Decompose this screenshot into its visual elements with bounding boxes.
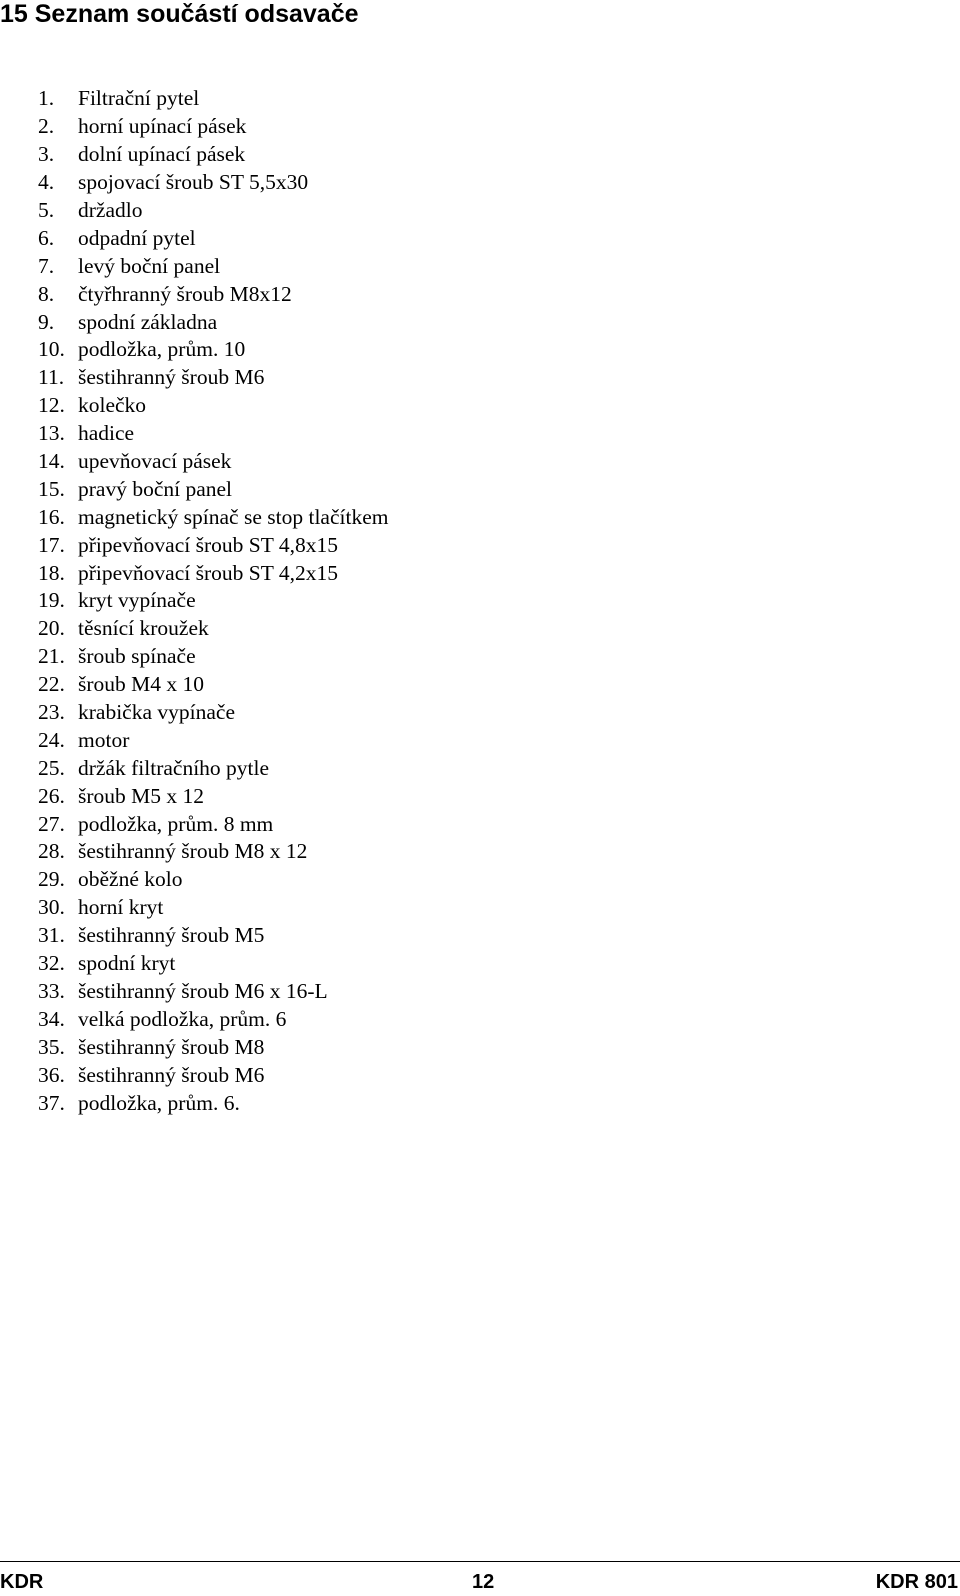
list-item: [38, 1033, 388, 1061]
part-number: 32.: [38, 951, 65, 976]
part-name: oběžné kolo: [78, 867, 183, 892]
part-number: 18.: [38, 560, 65, 585]
list-item: [38, 448, 388, 476]
part-name: připevňovací šroub ST 4,2x15: [78, 560, 338, 585]
list-item: [38, 699, 388, 727]
list-item: [38, 85, 388, 113]
list-item: [38, 1089, 388, 1117]
part-name: horní kryt: [78, 895, 164, 920]
part-name: podložka, prům. 6.: [78, 1090, 240, 1115]
list-item: [38, 169, 388, 197]
list-item: [38, 615, 388, 643]
part-number: 26.: [38, 783, 65, 808]
part-name: šroub M4 x 10: [78, 672, 205, 697]
part-name: spodní kryt: [78, 951, 176, 976]
part-number: 23.: [38, 700, 65, 725]
part-name: šestihranný šroub M6 x 16-L: [78, 978, 328, 1003]
list-item: [38, 950, 388, 978]
part-name: šestihranný šroub M5: [78, 923, 265, 948]
list-item: [38, 336, 388, 364]
part-number: 8.: [38, 281, 55, 306]
list-item: [38, 978, 388, 1006]
part-number: 13.: [38, 421, 65, 446]
part-name: odpadní pytel: [78, 225, 196, 250]
list-item: [38, 810, 388, 838]
part-number: 3.: [38, 142, 55, 167]
list-item: [38, 503, 388, 531]
part-name: podložka, prům. 8 mm: [78, 811, 274, 836]
part-name: kolečko: [78, 393, 147, 418]
part-number: 33.: [38, 978, 65, 1003]
part-name: levý boční panel: [78, 253, 221, 278]
part-name: šestihranný šroub M8: [78, 1034, 265, 1059]
part-number: 11.: [38, 365, 65, 390]
part-number: 7.: [38, 253, 55, 278]
part-number: 29.: [38, 867, 65, 892]
list-item: [38, 1061, 388, 1089]
part-name: čtyřhranný šroub M8x12: [78, 281, 292, 306]
list-item: [38, 420, 388, 448]
part-number: 25.: [38, 755, 65, 780]
list-item: [38, 308, 388, 336]
list-item: [38, 643, 388, 671]
list-item: [38, 475, 388, 503]
list-item: [38, 726, 388, 754]
list-item: [38, 587, 388, 615]
list-item: [38, 141, 388, 169]
list-item: [38, 392, 388, 420]
parts-list: [38, 85, 388, 1117]
part-number: 19.: [38, 588, 65, 613]
part-number: 4.: [38, 170, 55, 195]
list-item: [38, 224, 388, 252]
footer-page-number: 12: [472, 1571, 495, 1593]
part-number: 10.: [38, 337, 65, 362]
part-name: magnetický spínač se stop tlačítkem: [78, 504, 389, 529]
list-item: [38, 197, 388, 225]
part-name: horní upínací pásek: [78, 114, 247, 139]
part-number: 35.: [38, 1034, 65, 1059]
part-name: šestihranný šroub M8 x 12: [78, 839, 308, 864]
part-number: 12.: [38, 393, 65, 418]
part-number: 36.: [38, 1062, 65, 1087]
part-number: 1.: [38, 86, 55, 111]
list-item: [38, 922, 388, 950]
part-number: 37.: [38, 1090, 65, 1115]
part-number: 21.: [38, 644, 65, 669]
list-item: [38, 894, 388, 922]
part-name: držák filtračního pytle: [78, 755, 270, 780]
list-item: [38, 280, 388, 308]
footer-model: KDR 801: [875, 1571, 958, 1593]
section-title: 15 Seznam součástí odsavače: [0, 0, 359, 28]
part-name: spojovací šroub ST 5,5x30: [78, 170, 309, 195]
list-item: [38, 866, 388, 894]
list-item: [38, 113, 388, 141]
part-name: kryt vypínače: [78, 588, 196, 613]
list-item: [38, 838, 388, 866]
part-number: 6.: [38, 225, 55, 250]
part-name: velká podložka, prům. 6: [78, 1006, 287, 1031]
part-name: šroub M5 x 12: [78, 783, 205, 808]
list-item: [38, 671, 388, 699]
part-name: spodní základna: [78, 309, 218, 334]
part-name: těsnící kroužek: [78, 616, 209, 641]
list-item: [38, 559, 388, 587]
part-number: 16.: [38, 504, 65, 529]
part-number: 30.: [38, 895, 65, 920]
page-footer: [0, 1561, 960, 1596]
part-number: 5.: [38, 198, 55, 222]
list-item: [38, 1005, 388, 1033]
part-name: podložka, prům. 10: [78, 337, 246, 362]
part-number: 22.: [38, 672, 65, 697]
part-name: šroub spínače: [78, 644, 196, 669]
part-name: upevňovací pásek: [78, 449, 232, 474]
part-number: 14.: [38, 449, 65, 474]
part-number: 31.: [38, 923, 65, 948]
list-item: [38, 782, 388, 810]
part-number: 17.: [38, 532, 65, 557]
part-number: 15.: [38, 476, 65, 501]
part-name: držadlo: [78, 198, 143, 222]
part-name: motor: [78, 727, 130, 752]
part-number: 28.: [38, 839, 65, 864]
part-name: pravý boční panel: [78, 476, 233, 501]
footer-brand: KDR: [0, 1571, 44, 1593]
part-number: 24.: [38, 727, 65, 752]
part-number: 27.: [38, 811, 65, 836]
part-number: 9.: [38, 309, 55, 334]
part-number: 2.: [38, 114, 55, 139]
part-name: Filtrační pytel: [78, 86, 200, 111]
list-item: [38, 364, 388, 392]
list-item: [38, 754, 388, 782]
part-name: krabička vypínače: [78, 700, 235, 725]
part-name: šestihranný šroub M6: [78, 365, 265, 390]
part-name: hadice: [78, 421, 135, 446]
list-item: [38, 252, 388, 280]
part-name: připevňovací šroub ST 4,8x15: [78, 532, 338, 557]
part-name: šestihranný šroub M6: [78, 1062, 265, 1087]
part-name: dolní upínací pásek: [78, 142, 246, 167]
part-number: 34.: [38, 1006, 65, 1031]
list-item: [38, 531, 388, 559]
part-number: 20.: [38, 616, 65, 641]
